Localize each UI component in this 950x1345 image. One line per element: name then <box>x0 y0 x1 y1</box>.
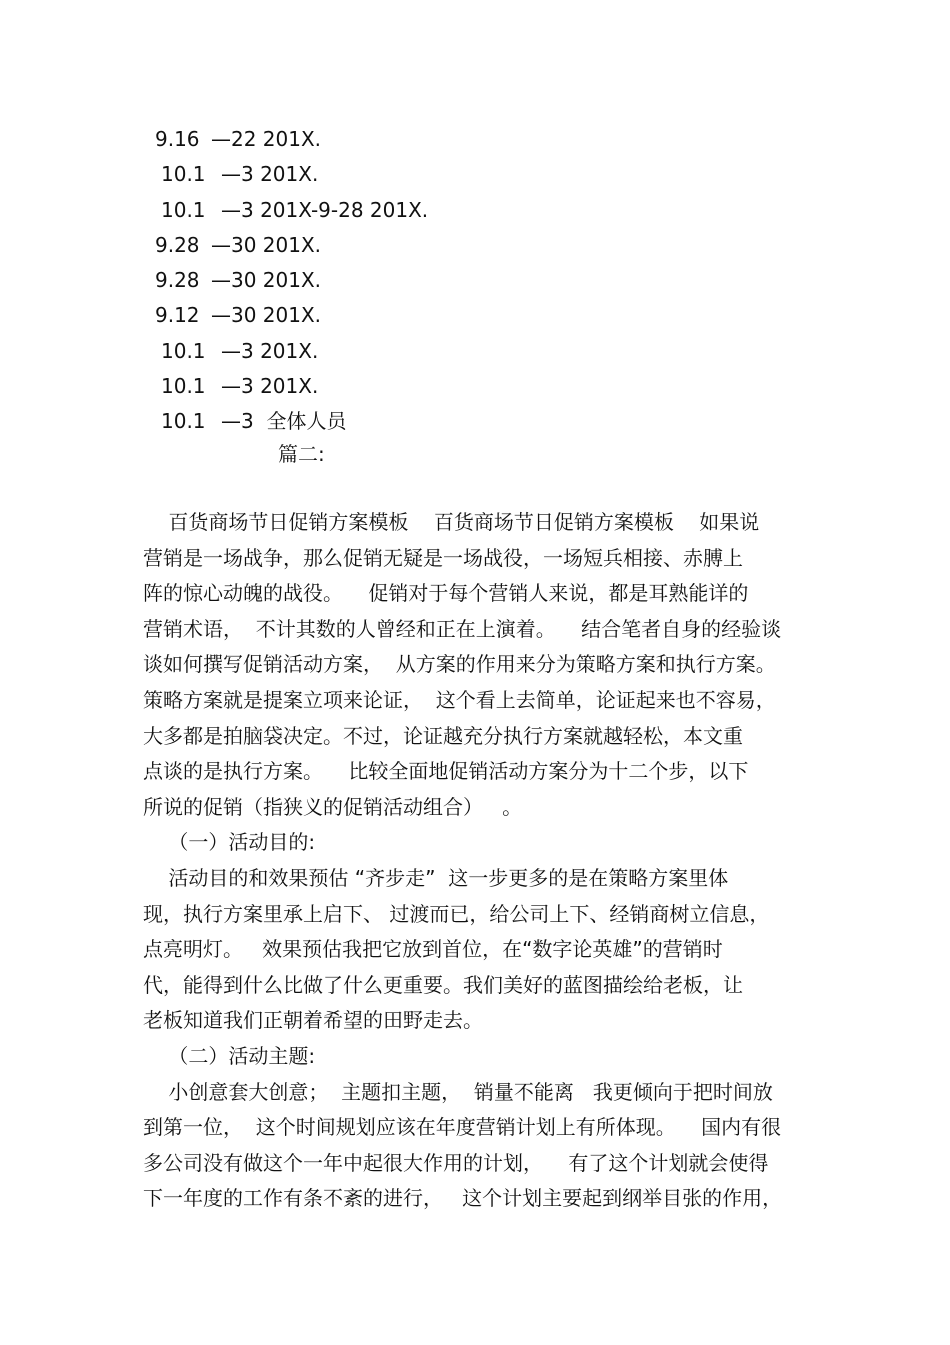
text-line: 下一年度的工作有条不紊的进行， 这个计划主要起到纲举目张的作用， <box>143 1186 783 1211</box>
text-line: 老板知道我们正朝着希望的田野走去。 <box>143 1008 483 1033</box>
schedule-start: 9.12 <box>155 303 200 328</box>
schedule-start: 10.1 <box>161 374 206 399</box>
schedule-start: 10.1 <box>161 197 206 222</box>
schedule-end: —30 201X. <box>211 268 322 293</box>
schedule-end: —3 201X-9-28 201X. <box>221 197 429 222</box>
schedule-row <box>0 404 950 439</box>
schedule-list <box>0 122 950 440</box>
subheading-line: （二）活动主题: <box>143 1043 316 1068</box>
subheading-line: （一）活动目的: <box>143 830 316 855</box>
schedule-end: —3 201X. <box>221 374 319 399</box>
text-line: 代，能得到什么比做了什么更重要。我们美好的蓝图描绘给老板，让 <box>143 972 743 997</box>
text-line: 营销是一场战争，那么促销无疑是一场战役，一场短兵相接、赤膊上 <box>143 545 743 570</box>
text-line: 到第一位， 这个时间规划应该在年度营销计划上有所体现。 国内有很 <box>143 1115 782 1140</box>
body-text <box>143 505 813 1217</box>
text-line: 点亮明灯。 效果预估我把它放到首位，在“数字论英雄”的营销时 <box>143 937 723 962</box>
text-line: 多公司没有做这个一年中起很大作用的计划， 有了这个计划就会使得 <box>143 1150 769 1175</box>
text-line: 策略方案就是提案立项来论证， 这个看上去简单，论证起来也不容易， <box>143 687 776 712</box>
text-line: 所说的促销（指狭义的促销活动组合） 。 <box>143 794 523 819</box>
schedule-row <box>0 298 950 333</box>
text-line: 阵的惊心动魄的战役。 促销对于每个营销人来说，都是耳熟能详的 <box>143 581 749 606</box>
schedule-row <box>0 122 950 157</box>
text-line: 营销术语， 不计其数的人曾经和正在上演着。 结合笔者自身的经验谈 <box>143 616 782 641</box>
schedule-end: —30 201X. <box>211 303 322 328</box>
schedule-row <box>0 157 950 192</box>
schedule-end: —3 全体人员 <box>221 409 347 434</box>
schedule-start: 10.1 <box>161 338 206 363</box>
schedule-row <box>0 263 950 298</box>
section-heading: 篇二: <box>278 442 325 466</box>
schedule-row <box>0 193 950 228</box>
text-line: 点谈的是执行方案。 比较全面地促销活动方案分为十二个步，以下 <box>143 759 749 784</box>
schedule-row <box>0 369 950 404</box>
schedule-end: —22 201X. <box>211 127 322 151</box>
schedule-start: 10.1 <box>161 162 206 187</box>
text-line: 百货商场节日促销方案模板 百货商场节日促销方案模板 如果说 <box>143 510 760 534</box>
text-line: 谈如何撰写促销活动方案， 从方案的作用来分为策略方案和执行方案。 <box>143 652 776 677</box>
schedule-end: —30 201X. <box>211 232 322 257</box>
schedule-row <box>0 334 950 369</box>
text-line: 活动目的和效果预估 “齐步走” 这一步更多的是在策略方案里体 <box>143 865 729 890</box>
schedule-end: —3 201X. <box>221 162 319 187</box>
schedule-start: 9.28 <box>155 232 200 257</box>
text-line: 大多都是拍脑袋决定。不过，论证越充分执行方案就越轻松，本文重 <box>143 723 743 748</box>
schedule-start: 10.1 <box>161 409 206 434</box>
text-line: 小创意套大创意； 主题扣主题， 销量不能离 我更倾向于把时间放 <box>143 1079 773 1104</box>
schedule-start: 9.16 <box>155 127 200 151</box>
schedule-end: —3 201X. <box>221 338 319 363</box>
schedule-row <box>0 228 950 263</box>
schedule-start: 9.28 <box>155 268 200 293</box>
text-line: 现，执行方案里承上启下、 过渡而已，给公司上下、经销商树立信息， <box>143 901 770 926</box>
